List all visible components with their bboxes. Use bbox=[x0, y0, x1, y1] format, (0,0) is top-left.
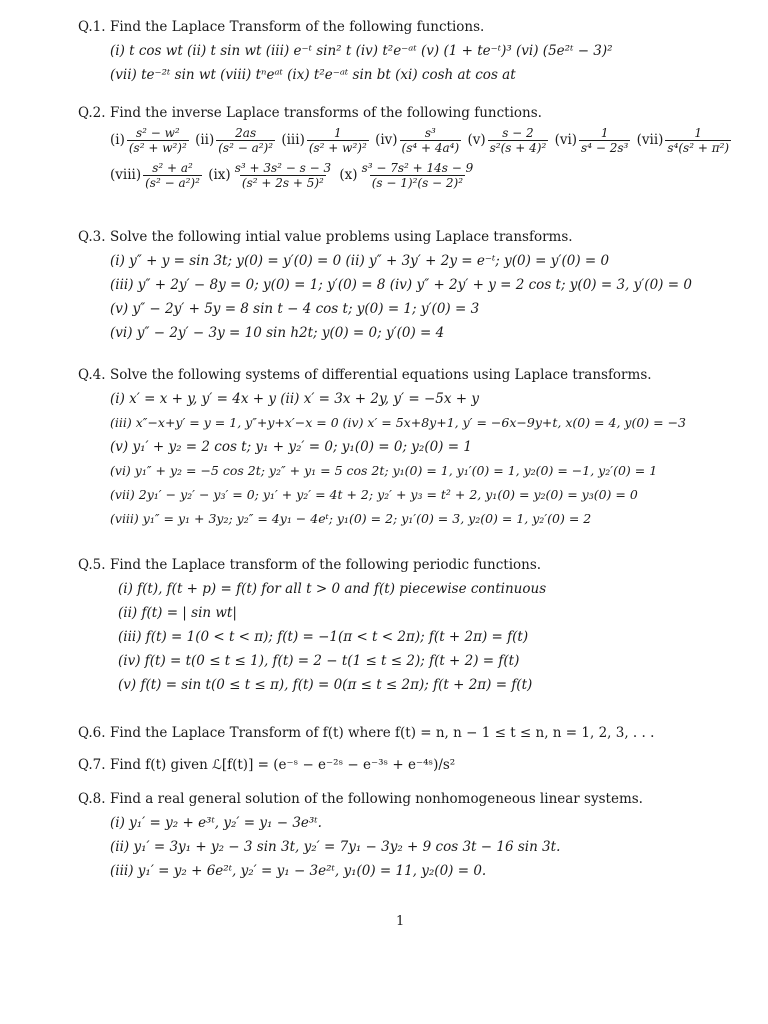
denominator: (s² + 2s + 5)² bbox=[241, 176, 324, 190]
item-line: (vi) y″ − 2y′ − 3y = 10 sin h2t; y(0) = 0; y′(0) = 4 bbox=[110, 325, 445, 341]
question-1 bbox=[78, 18, 758, 84]
question-4 bbox=[78, 366, 758, 528]
question-3 bbox=[78, 228, 758, 342]
question-number: Q.3. bbox=[78, 229, 106, 245]
item-line: (i) t cos wt (ii) t sin wt (iii) e⁻ᵗ sin² t (iv) t²e⁻ᵃᵗ (v) (1 + te⁻ᵗ)³ (vi) (5e²ᵗ − 3)² bbox=[110, 43, 613, 59]
denominator: (s⁴ + 4a⁴) bbox=[401, 141, 460, 155]
item-line: (i) x′ = x + y, y′ = 4x + y (ii) x′ = 3x + 2y, y′ = −5x + y bbox=[110, 391, 479, 407]
denominator: (s² − a²)² bbox=[218, 141, 274, 155]
item-line: (iii) y₁′ = y₂ + 6e²ᵗ, y₂′ = y₁ − 3e²ᵗ, y₁(0) = 11, y₂(0) = 0. bbox=[110, 863, 487, 879]
question-text: Find the Laplace transform of the following periodic functions. bbox=[110, 557, 542, 573]
fraction bbox=[233, 161, 333, 190]
fraction bbox=[400, 126, 462, 155]
denominator: (s² + w²)² bbox=[308, 141, 367, 155]
numerator: s³ + 3s² − s − 3 bbox=[234, 161, 332, 175]
page-number: 1 bbox=[396, 914, 405, 929]
item-line: (v) y₁′ + y₂ = 2 cos t; y₁ + y₂′ = 0; y₁(0) = 0; y₂(0) = 1 bbox=[110, 439, 472, 455]
fraction-row bbox=[110, 161, 758, 190]
item-line: (iv) f(t) = t(0 ≤ t ≤ 1), f(t) = 2 − t(1 ≤ t ≤ 2); f(t + 2) = f(t) bbox=[118, 653, 520, 669]
item-label: (v) bbox=[467, 132, 486, 148]
fraction-row bbox=[110, 126, 758, 155]
question-8 bbox=[78, 790, 758, 880]
fraction bbox=[579, 126, 630, 155]
denominator: (s² − a²)² bbox=[145, 176, 200, 190]
question-text: Find the inverse Laplace transforms of the following functions. bbox=[110, 105, 542, 121]
item-line: (vi) y₁″ + y₂ = −5 cos 2t; y₂″ + y₁ = 5 cos 2t; y₁(0) = 1, y₁′(0) = 1, y₂(0) = −1, y₂′(0) = 1 bbox=[110, 463, 658, 478]
fraction bbox=[488, 126, 549, 155]
item-line: (vii) te⁻²ᵗ sin wt (viii) tⁿeᵃᵗ (ix) t²e⁻ᵃᵗ sin bt (xi) cosh at cos at bbox=[110, 67, 516, 83]
question-number: Q.5. bbox=[78, 557, 106, 573]
item-label: (iii) bbox=[281, 132, 305, 148]
item-line: (ii) y₁′ = 3y₁ + y₂ − 3 sin 3t, y₂′ = 7y₁ − 3y₂ + 9 cos 3t − 16 sin 3t. bbox=[110, 839, 561, 855]
question-2 bbox=[78, 104, 758, 190]
question-number: Q.8. bbox=[78, 791, 106, 807]
item-line: (iii) f(t) = 1(0 < t < π); f(t) = −1(π < t < 2π); f(t + 2π) = f(t) bbox=[118, 629, 529, 645]
item-label: (x) bbox=[339, 167, 358, 183]
item-line: (i) f(t), f(t + p) = f(t) for all t > 0 and f(t) piecewise continuous bbox=[118, 581, 547, 597]
question-number: Q.2. bbox=[78, 105, 106, 121]
item-line: (v) f(t) = sin t(0 ≤ t ≤ π), f(t) = 0(π ≤ t ≤ 2π); f(t + 2π) = f(t) bbox=[118, 677, 533, 693]
numerator: s³ bbox=[424, 126, 436, 140]
question-5 bbox=[78, 556, 758, 694]
question-7 bbox=[78, 756, 758, 774]
item-line: (ii) f(t) = | sin wt| bbox=[118, 605, 237, 621]
item-line: (iii) x″−x+y′ = y = 1, y″+y+x′−x = 0 (iv) x′ = 5x+8y+1, y′ = −6x−9y+t, x(0) = 4, y(0) = −3 bbox=[110, 415, 687, 430]
item-label: (iv) bbox=[375, 132, 398, 148]
fraction bbox=[216, 126, 275, 155]
question-number: Q.7. bbox=[78, 757, 106, 773]
question-text: Solve the following intial value problems using Laplace transforms. bbox=[110, 229, 573, 245]
question-number: Q.4. bbox=[78, 367, 106, 383]
numerator: 1 bbox=[333, 126, 342, 140]
numerator: s³ − 7s² + 14s − 9 bbox=[361, 161, 474, 175]
question-text: Find a real general solution of the following nonhomogeneous linear systems. bbox=[110, 791, 643, 807]
item-label: (i) bbox=[110, 132, 125, 148]
numerator: 1 bbox=[694, 126, 703, 140]
fraction bbox=[143, 161, 202, 190]
fraction bbox=[665, 126, 731, 155]
denominator: (s² + w²)² bbox=[128, 141, 187, 155]
question-text: Solve the following systems of differential equations using Laplace transforms. bbox=[110, 367, 652, 383]
denominator: s²(s + 4)² bbox=[489, 141, 547, 155]
item-line: (i) y₁′ = y₂ + e³ᵗ, y₂′ = y₁ − 3e³ᵗ. bbox=[110, 815, 322, 831]
item-line: (v) y″ − 2y′ + 5y = 8 sin t − 4 cos t; y(0) = 1; y′(0) = 3 bbox=[110, 301, 480, 317]
item-label: (ix) bbox=[208, 167, 231, 183]
item-label: (viii) bbox=[110, 167, 142, 183]
denominator: s⁴ − 2s³ bbox=[581, 141, 629, 155]
denominator: (s − 1)²(s − 2)² bbox=[371, 176, 464, 190]
question-text: Find f(t) given ℒ[f(t)] = (e⁻ˢ − e⁻²ˢ − e⁻³ˢ + e⁻⁴ˢ)/s² bbox=[110, 757, 456, 773]
numerator: s − 2 bbox=[502, 126, 534, 140]
item-label: (ii) bbox=[195, 132, 215, 148]
question-text: Find the Laplace Transform of the following functions. bbox=[110, 19, 485, 35]
numerator: s² + a² bbox=[152, 161, 193, 175]
numerator: s² − w² bbox=[135, 126, 180, 140]
numerator: 2as bbox=[235, 126, 257, 140]
item-label: (vii) bbox=[636, 132, 664, 148]
question-number: Q.6. bbox=[78, 725, 106, 741]
fraction bbox=[307, 126, 369, 155]
item-line: (viii) y₁″ = y₁ + 3y₂; y₂″ = 4y₁ − 4eᵗ; y₁(0) = 2; y₁′(0) = 3, y₂(0) = 1, y₂′(0) = 2 bbox=[110, 511, 592, 526]
numerator: 1 bbox=[600, 126, 609, 140]
question-text: Find the Laplace Transform of f(t) where f(t) = n, n − 1 ≤ t ≤ n, n = 1, 2, 3, . . . bbox=[110, 725, 655, 741]
fraction bbox=[127, 126, 189, 155]
denominator: s⁴(s² + π²) bbox=[667, 141, 730, 155]
fraction bbox=[360, 161, 476, 190]
item-line: (i) y″ + y = sin 3t; y(0) = y′(0) = 0 (ii) y″ + 3y′ + 2y = e⁻ᵗ; y(0) = y′(0) = 0 bbox=[110, 253, 610, 269]
question-6 bbox=[78, 724, 758, 742]
item-label: (vi) bbox=[554, 132, 578, 148]
question-number: Q.1. bbox=[78, 19, 106, 35]
item-line: (vii) 2y₁′ − y₂′ − y₃′ = 0; y₁′ + y₂′ = 4t + 2; y₂′ + y₃ = t² + 2, y₁(0) = y₂(0) = y₃(0) = 0 bbox=[110, 487, 638, 502]
item-line: (iii) y″ + 2y′ − 8y = 0; y(0) = 1; y′(0) = 8 (iv) y″ + 2y′ + y = 2 cos t; y(0) = 3, y′(0) = 0 bbox=[110, 277, 692, 293]
